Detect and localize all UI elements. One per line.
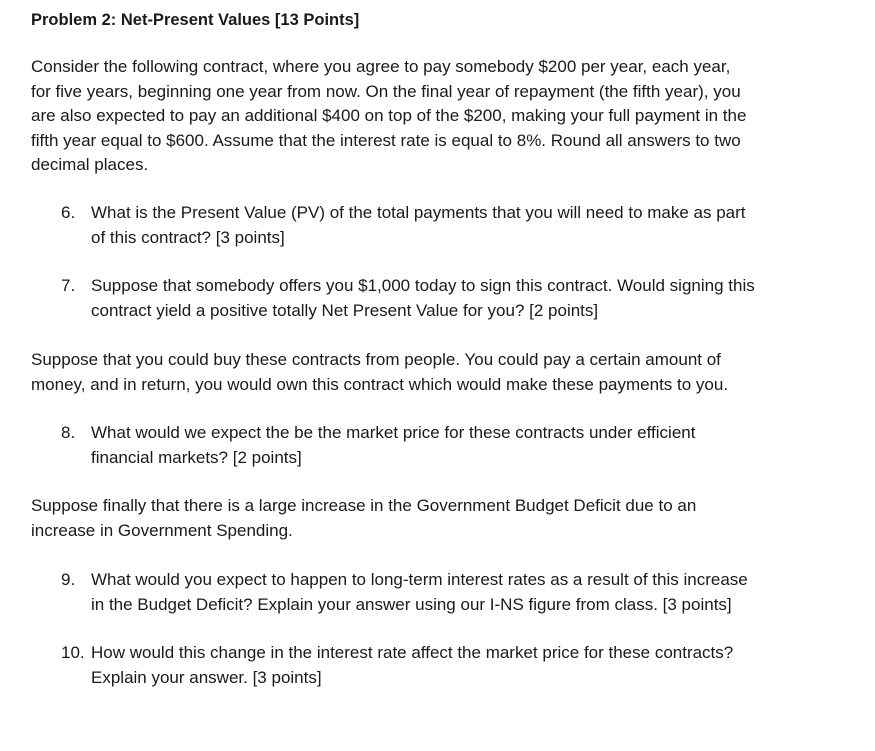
intro-line: decimal places.	[31, 155, 149, 174]
bridge-line: increase in Government Spending.	[31, 520, 293, 540]
question-number: 9.	[61, 570, 76, 589]
bridge-line: Suppose finally that there is a large increase in the Government Budget Deficit due to an	[31, 496, 697, 515]
question-number: 8.	[61, 423, 76, 442]
bridge-line: money, and in return, you would own this contract which would make these payments to you.	[31, 374, 729, 394]
intro-line: Consider the following contract, where you agree to pay somebody $200 per year, each year,	[31, 57, 731, 76]
question-line: in the Budget Deficit? Explain your answer using our I-NS figure from class. [3 points]	[91, 594, 732, 614]
question-text	[91, 568, 831, 617]
question-number: 7.	[61, 276, 76, 295]
bridge-paragraph-2	[31, 494, 831, 543]
question-text	[91, 421, 831, 470]
intro-paragraph	[31, 55, 831, 178]
intro-line: fifth year equal to $600. Assume that the interest rate is equal to 8%. Round all answers to two	[31, 130, 741, 150]
question-number: 6.	[61, 203, 76, 222]
question-line: financial markets? [2 points]	[91, 447, 302, 467]
bridge-paragraph-1	[31, 348, 831, 397]
question-line: Explain your answer. [3 points]	[91, 667, 322, 687]
question-line: of this contract? [3 points]	[91, 227, 285, 247]
question-line: What is the Present Value (PV) of the total payments that you will need to make as part	[91, 203, 746, 222]
intro-line: are also expected to pay an additional $400 on top of the $200, making your full payment in the	[31, 106, 747, 125]
question-text	[91, 274, 831, 323]
bridge-line: Suppose that you could buy these contracts from people. You could pay a certain amount of	[31, 350, 721, 369]
question-line: What would you expect to happen to long-term interest rates as a result of this increase	[91, 570, 748, 589]
problem-title: Problem 2: Net-Present Values [13 Points]	[31, 11, 360, 29]
question-line: Suppose that somebody offers you $1,000 today to sign this contract. Would signing this	[91, 276, 755, 295]
question-text	[91, 641, 831, 690]
question-line: How would this change in the interest rate affect the market price for these contracts?	[91, 643, 734, 662]
question-text	[91, 201, 831, 250]
question-line: contract yield a positive totally Net Present Value for you? [2 points]	[91, 300, 599, 320]
question-line: What would we expect the be the market price for these contracts under efficient	[91, 423, 696, 442]
question-number: 10.	[61, 643, 85, 662]
intro-line: for five years, beginning one year from now. On the final year of repayment (the fifth year), you	[31, 81, 741, 101]
